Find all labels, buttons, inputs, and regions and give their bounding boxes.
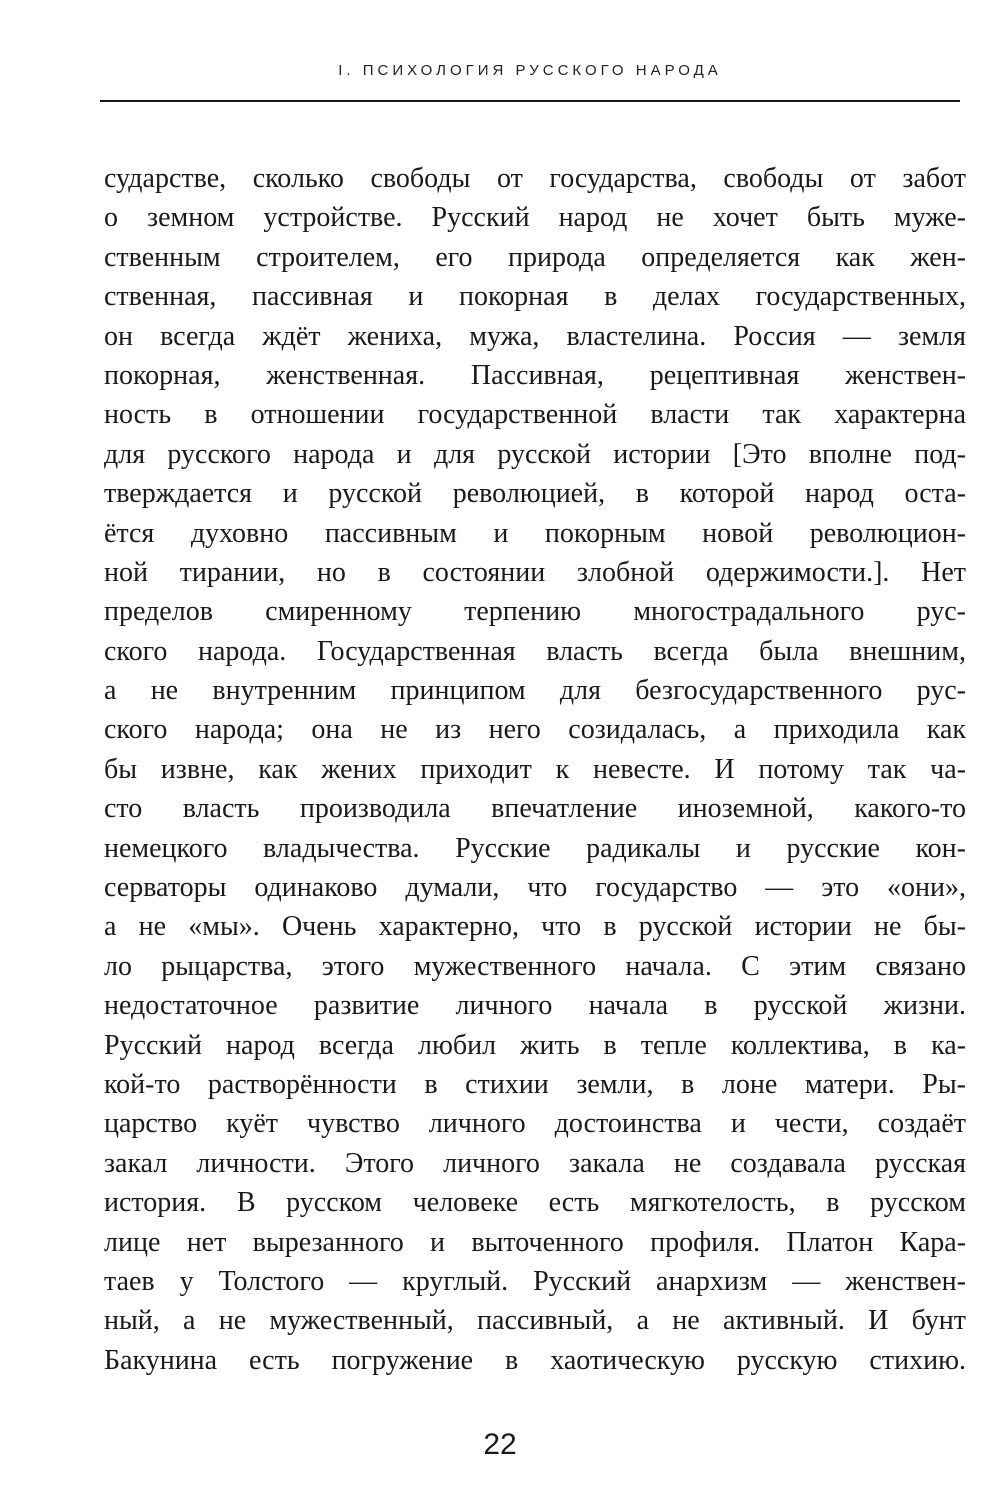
text-line: царство куёт чувство личного достоинства и чести, создаёт [104, 1108, 966, 1140]
text-line: кой-то растворённости в стихии земли, в лоне матери. Ры- [104, 1068, 966, 1100]
page-number: 22 [483, 1428, 517, 1461]
text-line: Русский народ всегда любил жить в тепле коллектива, в ка- [104, 1029, 966, 1061]
text-line: недостаточное развитие личного начала в русской жизни. [104, 990, 966, 1022]
header-rule [100, 100, 960, 102]
text-line: о земном устройстве. Русский народ не хочет быть муже- [104, 202, 966, 234]
text-line: покорная, женственная. Пассивная, рецептивная женствен- [104, 359, 966, 391]
text-line: сто власть производила впечатление иноземной, какого-то [104, 793, 966, 825]
text-line: ётся духовно пассивным и покорным новой революцион- [104, 517, 966, 549]
text-line: бы извне, как жених приходит к невесте. И потому так ча- [104, 753, 966, 785]
text-line: ского народа. Государственная власть всегда была внешним, [104, 635, 966, 667]
text-line: для русского народа и для русской истории [Это вполне под- [104, 438, 966, 470]
text-line: закал личности. Этого личного закала не создавала русская [104, 1147, 966, 1179]
text-line: немецкого владычества. Русские радикалы и русские кон- [104, 832, 966, 864]
text-line: тверждается и русской революцией, в которой народ оста- [104, 478, 966, 510]
text-line: а не «мы». Очень характерно, что в русской истории не бы- [104, 911, 966, 943]
text-line: ло рыцарства, этого мужественного начала. С этим связано [104, 950, 966, 982]
text-line: серваторы одинаково думали, что государство — это «они», [104, 872, 966, 904]
text-line: сударстве, сколько свободы от государства, свободы от забот [104, 163, 966, 194]
text-line: ной тирании, но в состоянии злобной одержимости.]. Нет [104, 556, 966, 588]
text-line: ный, а не мужественный, пассивный, а не активный. И бунт [104, 1305, 966, 1337]
text-line: а не внутренним принципом для безгосударственного рус- [104, 675, 966, 707]
body-text [104, 159, 966, 1380]
text-line: он всегда ждёт жениха, мужа, властелина. Россия — земля [104, 320, 966, 352]
text-line: ственная, пассивная и покорная в делах государственных, [104, 281, 966, 313]
running-head-title: I. ПСИХОЛОГИЯ РУССКОГО НАРОДА [338, 62, 722, 79]
text-line: ственным строителем, его природа определяется как жен- [104, 241, 966, 273]
text-line: ского народа; она не из него созидалась, а приходила как [104, 714, 966, 746]
text-line: история. В русском человеке есть мягкотелость, в русском [104, 1187, 966, 1219]
text-line: лице нет вырезанного и выточенного профиля. Платон Кара- [104, 1226, 966, 1258]
text-line: ность в отношении государственной власти так характерна [104, 399, 966, 431]
text-line: таев у Толстого — круглый. Русский анархизм — женствен- [104, 1265, 966, 1297]
text-line: пределов смиренному терпению многострадального рус- [104, 596, 966, 628]
text-line: Бакунина есть погружение в хаотическую русскую стихию. [104, 1344, 966, 1376]
